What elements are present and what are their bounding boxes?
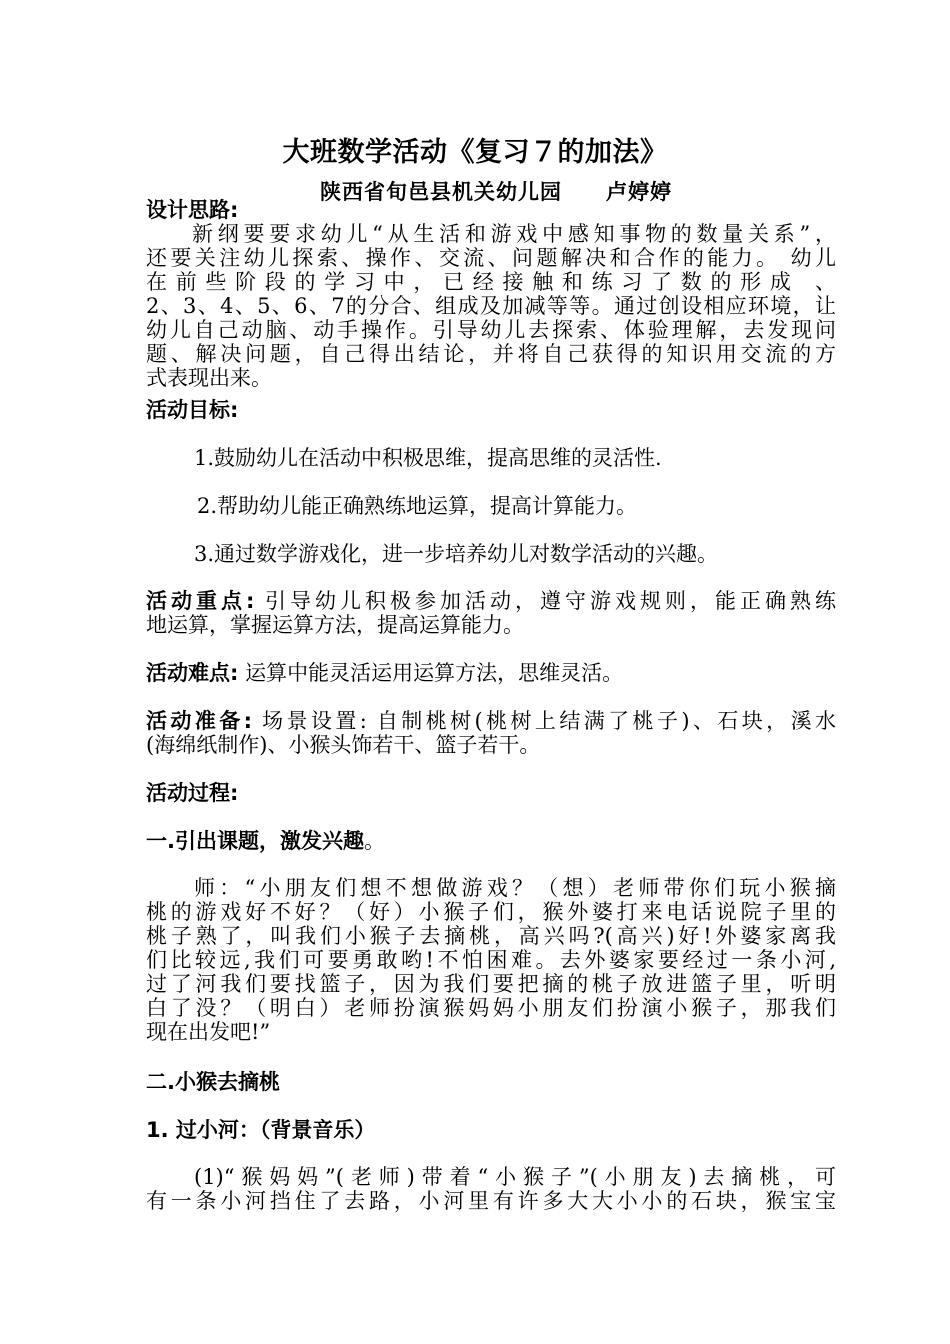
goals-section <box>146 398 836 422</box>
design-line: 2、3、4、5、6、7的分合、组成及加减等等。通过创设相应环境，让 <box>146 294 836 318</box>
section2-heading: 二.小猴去摘桃 <box>146 1070 280 1094</box>
goal-item <box>194 446 834 470</box>
dialogue-line: 桃的游戏好不好？（好）小猴子们，猴外婆打来电话说院子里的 <box>146 900 836 924</box>
design-line: 在前些阶段的学习中，已经接触和练习了数的形成 、 <box>146 270 836 294</box>
section2-heading-block <box>146 1070 836 1094</box>
goal-text: 3.通过数学游戏化，进一步培养幼儿对数学活动的兴趣。 <box>194 542 719 566</box>
design-line: 新纲要要求幼儿“从生活和游戏中感知事物的数量关系”， <box>192 222 836 246</box>
key-point-section <box>146 589 836 637</box>
goal-text: 2.帮助幼儿能正确熟练地运算，提高计算能力。 <box>197 494 638 518</box>
dialogue-line: 白了没？（明白）老师扮演猴妈妈小朋友们扮演小猴子，那我们 <box>146 996 836 1020</box>
key-point-text: 地运算，掌握运算方法，提高运算能力。 <box>146 613 524 637</box>
goals-heading: 活动目标: <box>146 398 239 422</box>
author-line: 陕西省旬邑县机关幼儿园 卢婷婷 <box>320 180 672 204</box>
preparation-section <box>146 709 836 757</box>
section1-heading-tail: 。 <box>363 829 385 853</box>
key-point-label: 活动重点: <box>146 589 255 613</box>
preparation-text: 场景设置: 自制桃树(桃树上结满了桃子)、石块，溪水 <box>252 709 836 733</box>
goal-item <box>194 542 834 566</box>
difficulty-label: 活动难点: <box>146 661 239 685</box>
design-section <box>146 198 836 390</box>
goal-text: 1.鼓励幼儿在活动中积极思维，提高思维的灵活性. <box>194 446 662 470</box>
process-heading-block <box>146 781 836 805</box>
sub1-heading-block <box>146 1118 836 1142</box>
sub1-body <box>146 1165 836 1213</box>
dialogue-line: 们比较远,我们可要勇敢哟!不怕困难。去外婆家要经过一条小河, <box>146 948 836 972</box>
sub1-line: 有一条小河挡住了去路，小河里有许多大大小小的石块，猴宝宝 <box>146 1189 836 1213</box>
section1-body <box>146 876 836 1044</box>
key-point-text: 引导幼儿积极参加活动，遵守游戏规则，能正确熟练 <box>254 589 836 613</box>
sub1-heading: 1. 过小河：（背景音乐） <box>146 1118 376 1142</box>
difficulty-section <box>146 661 836 685</box>
preparation-label: 活动准备: <box>146 709 253 733</box>
process-heading: 活动过程: <box>146 781 239 805</box>
design-line: 式表现出来。 <box>146 366 272 390</box>
design-line: 题、解决问题，自己得出结论，并将自己获得的知识用交流的方 <box>146 342 836 366</box>
sub1-line: (1)“猴妈妈”(老师)带着“小猴子”(小朋友)去摘桃，可 <box>194 1165 836 1189</box>
document-title: 大班数学活动《复习７的加法》 <box>282 137 668 168</box>
section1-heading-block <box>146 829 836 853</box>
dialogue-line: 桃子熟了，叫我们小猴子去摘桃，高兴吗?(高兴)好!外婆家离我 <box>146 924 836 948</box>
design-line: 幼儿自己动脑、动手操作。引导幼儿去探索、体验理解，去发现问 <box>146 318 836 342</box>
design-heading: 设计思路: <box>146 198 239 222</box>
dialogue-line: 现在出发吧!” <box>146 1020 271 1044</box>
design-line: 还要关注幼儿探索、操作、交流、问题解决和合作的能力。 幼儿 <box>146 246 836 270</box>
difficulty-text: 运算中能灵活运用运算方法，思维灵活。 <box>238 661 624 685</box>
section1-heading: 一.引出课题，激发兴趣 <box>146 829 364 853</box>
goal-item <box>197 494 837 518</box>
dialogue-line: 过了河我们要找篮子，因为我们要把摘的桃子放进篮子里，听明 <box>146 972 836 996</box>
dialogue-line: 师：“小朋友们想不想做游戏？（想）老师带你们玩小猴摘 <box>194 876 836 900</box>
preparation-text: (海绵纸制作)、小猴头饰若干、篮子若干。 <box>146 733 541 757</box>
